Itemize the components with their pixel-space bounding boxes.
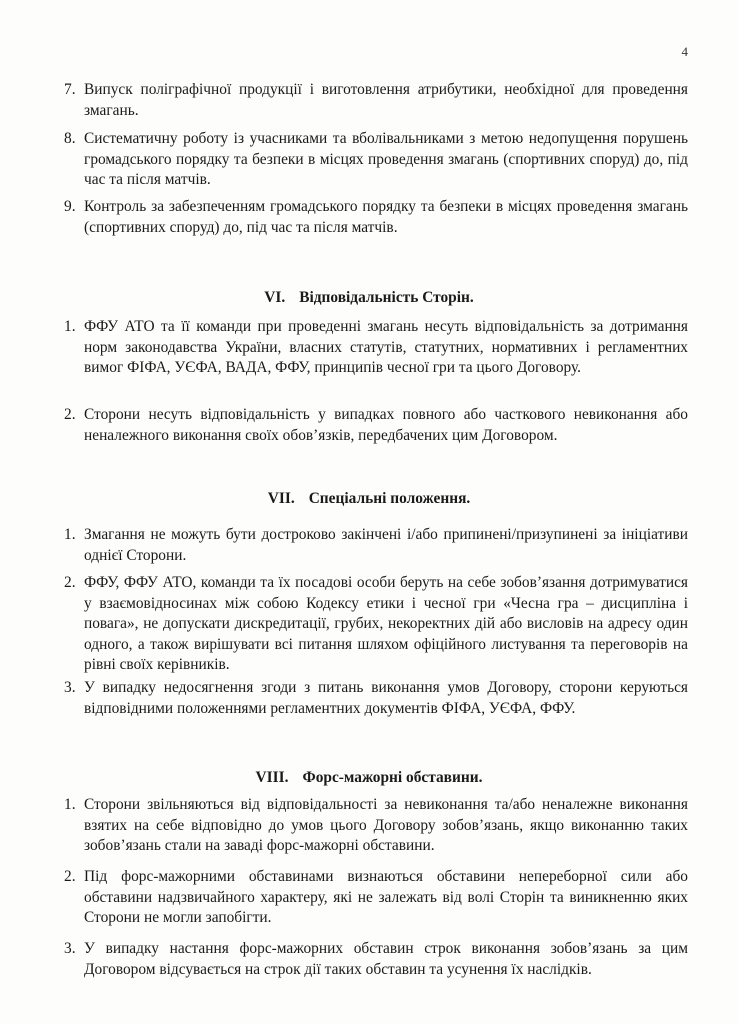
list-item-number: 1. xyxy=(64,796,76,813)
list-item xyxy=(64,867,688,929)
section-heading-vii xyxy=(0,489,738,509)
list-item xyxy=(64,405,688,446)
section-number: VII. xyxy=(267,490,295,507)
list-item-text: У випадку настання форс-мажорних обставин строк виконання зобов’язань за цим Договором відсувається на строк дії таких обставин та усунення їх наслідків. xyxy=(84,940,688,978)
list-item-number: 1. xyxy=(64,526,76,543)
list-item xyxy=(64,317,688,379)
list-item-text: Сторони звільняються від відповідальності за невиконання та/або неналежне виконання взятих на себе відповідно до умов цього Договору зобов’язань, якщо виконанню таких зобов’язань стали на заваді форс-мажорні обставини. xyxy=(84,796,688,854)
page-number: 4 xyxy=(681,44,688,59)
section-heading-vi xyxy=(0,288,738,308)
section-title: Відповідальність Сторін. xyxy=(299,289,474,306)
list-item xyxy=(64,795,688,857)
list-item-number: 3. xyxy=(64,940,76,957)
section-title: Форс-мажорні обставини. xyxy=(302,769,483,786)
list-item-text: Під форс-мажорними обставинами визнаються обставини непереборної сили або обставини надзвичайного характеру, які не залежать від волі Сторін та виникненню яких Сторони не могли запобігти. xyxy=(84,868,688,926)
list-item xyxy=(64,80,688,121)
section-number: VIII. xyxy=(255,769,289,786)
list-item-number: 2. xyxy=(64,868,76,885)
list-item-text: ФФУ АТО та її команди при проведенні змагань несуть відповідальність за дотримання норм законодавства України, власних статутів, статутних, нормативних і регламентних вимог ФІФА, УЄФА, ВАДА, ФФУ, принципів чесної гри та цього Договору. xyxy=(84,318,688,376)
list-item-number: 2. xyxy=(64,574,76,591)
list-item xyxy=(64,525,688,566)
list-item-text: Випуск поліграфічної продукції і виготовлення атрибутики, необхідної для проведення змагань. xyxy=(84,81,688,119)
list-item-number: 9. xyxy=(64,198,76,215)
list-item-text: Контроль за забезпеченням громадського порядку та безпеки в місцях проведення змагань (спортивних споруд) до, під час та після матчів. xyxy=(84,198,688,236)
section-heading-viii xyxy=(0,768,738,788)
list-item xyxy=(64,197,688,238)
list-item-number: 1. xyxy=(64,318,76,335)
list-item xyxy=(64,573,688,676)
section-number: VI. xyxy=(264,289,286,306)
section-title: Спеціальні положення. xyxy=(308,490,471,507)
list-item-text: Сторони несуть відповідальність у випадках повного або часткового невиконання або неналежного виконання своїх обов’язків, передбачених цим Договором. xyxy=(84,406,688,444)
list-item-number: 7. xyxy=(64,81,76,98)
list-item-number: 2. xyxy=(64,406,76,423)
list-item-text: Систематичну роботу із учасниками та вболівальниками з метою недопущення порушень громадського порядку та безпеки в місцях проведення змагань (спортивних споруд) до, під час та після матчів. xyxy=(84,130,688,188)
list-item-text: У випадку недосягнення згоди з питань виконання умов Договору, сторони керуються відповідними положеннями регламентних документів ФІФА, УЄФА, ФФУ. xyxy=(84,679,688,717)
list-item xyxy=(64,129,688,191)
list-item-text: Змагання не можуть бути достроково закінчені і/або припинені/призупинені за ініціативи однієї Сторони. xyxy=(84,526,688,564)
list-item-number: 8. xyxy=(64,130,76,147)
list-item-number: 3. xyxy=(64,679,76,696)
list-item xyxy=(64,939,688,980)
list-item xyxy=(64,678,688,719)
list-item-text: ФФУ, ФФУ АТО, команди та їх посадові особи беруть на себе зобов’язання дотримуватися у взаємовідносинах між собою Кодексу етики і чесної гри «Чесна гра – дисципліна і повага», не допускати дискредитації, грубих, некоректних дій або висловів на адресу один одного, а також вирішувати всі питання шляхом офіційного листування та переговорів на рівні своїх керівників. xyxy=(84,574,688,673)
